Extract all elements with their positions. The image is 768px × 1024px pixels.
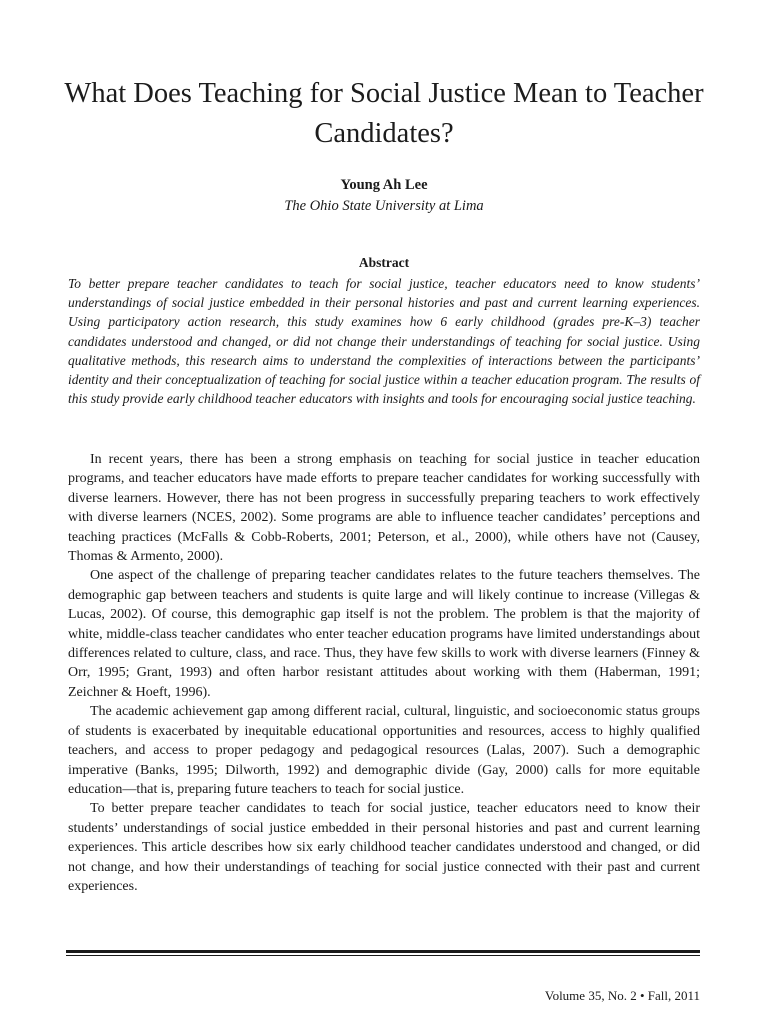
body-paragraph-3: The academic achievement gap among different racial, cultural, linguistic, and socioeconomic status groups of students is exacerbated by inequitable educational opportunities and resources, access to highly qualified teachers, and access to proper pedagogy and pedagogical resources (Lalas, 2007). Such a demographic imperative (Banks, 1995; Dilworth, 1992) and demographic divide (Gay, 2000) calls for more equitable education—that is, preparing future teachers to teach for social justice. bbox=[68, 704, 700, 797]
issue-footer: Volume 35, No. 2 • Fall, 2011 bbox=[544, 988, 700, 1003]
footer-rule-thin bbox=[66, 955, 700, 956]
body-paragraph-2: One aspect of the challenge of preparing teacher candidates relates to the future teachers themselves. The demographic gap between teachers and students is quite large and will likely continue to increase (Villegas & Lucas, 2002). Of course, this demographic gap itself is not the problem. The problem is that the majority of white, middle-class teacher candidates who enter teacher education programs have limited understandings about differences related to culture, class, and race. Thus, they have few skills to work with diverse learners (Finney & Orr, 1995; Grant, 1993) and often harbor resistant attitudes about working with them (Haberman, 1991; Zeichner & Hoeft, 1996). bbox=[68, 568, 700, 700]
body-paragraph-4: To better prepare teacher candidates to teach for social justice, teacher educators need to know their students’ understandings of social justice embedded in their personal histories and past and current learning experiences. This article describes how six early childhood teacher candidates understood and changed, or did not change, and how their understandings of teaching for social justice connected with their past and current experiences. bbox=[68, 801, 700, 894]
abstract-text: To better prepare teacher candidates to teach for social justice, teacher educators need to know students’ understandings of social justice embedded in their personal histories and past and current learning experiences. Using participatory action research, this study examines how 6 early childhood (grades pre-K–3) teacher candidates understood and changed, or did not change their understandings of teaching for social justice. Using qualitative methods, this research aims to understand the complexities of interactions between the participants’ identity and their conceptualization of teaching for social justice within a teacher education program. The results of this study provide early childhood teacher educators with insights and tools for encouraging social justice teaching. bbox=[68, 276, 700, 407]
footer-rule-thick bbox=[66, 950, 700, 953]
author-affiliation: The Ohio State University at Lima bbox=[284, 198, 484, 214]
author-name: Young Ah Lee bbox=[340, 177, 428, 193]
abstract-heading: Abstract bbox=[358, 255, 410, 270]
article-title: What Does Teaching for Social Justice Mean to Teacher Candidates? bbox=[64, 78, 704, 149]
article-body bbox=[68, 450, 700, 896]
body-paragraph-1: In recent years, there has been a strong emphasis on teaching for social justice in teacher education programs, and teacher educators have made efforts to prepare teacher candidates for working successfully with diverse learners. However, there has not been progress in successfully preparing teachers to work effectively with diverse learners (NCES, 2002). Some programs are able to influence teacher candidates’ perceptions and teaching practices (McFalls & Cobb-Roberts, 2001; Peterson, et al., 2000), while others have not (Causey, Thomas & Armento, 2000). bbox=[68, 452, 700, 565]
